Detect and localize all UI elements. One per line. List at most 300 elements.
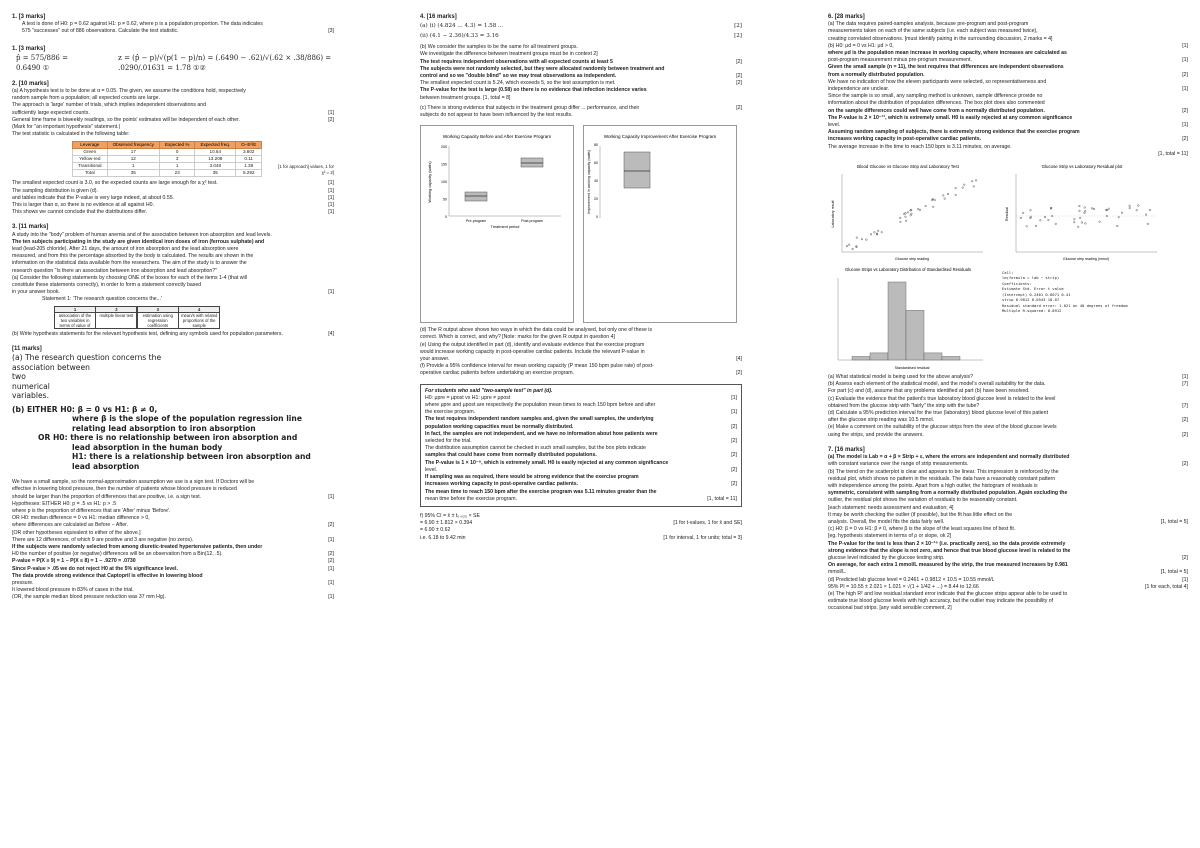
residual-point bbox=[1084, 212, 1086, 214]
line-text: Estimate Std. Error t value bbox=[1002, 286, 1064, 292]
residual-point bbox=[1145, 214, 1147, 216]
residual-point bbox=[1081, 222, 1083, 224]
line-text: correct. Which is correct, and why? [Note: marks for the given R output in question 4] bbox=[420, 334, 615, 341]
q3-line: The test statistic is calculated in the following table: bbox=[12, 131, 130, 138]
q3-line-text: sufficiently large expected counts. bbox=[12, 109, 90, 116]
col2-b-line bbox=[420, 73, 742, 80]
line-text: mmol/L. bbox=[828, 569, 847, 576]
answer-line bbox=[425, 474, 737, 481]
table-header: Expected freq. bbox=[195, 142, 236, 149]
col2-a2 bbox=[420, 31, 742, 41]
q7-line bbox=[828, 519, 1188, 526]
q5-line: where β is the slope of the population regression line bbox=[72, 414, 302, 424]
line-text: Hypotheses: EITHER H0: p = .5 vs H1: p > .5 bbox=[12, 500, 117, 507]
q3-line: (a) A hypothesis test is to be done at α = 0.05. The given, we assume the conditions hold, respectively bbox=[12, 88, 246, 95]
q4-line: (a) Consider the following statements by choosing ONE of the boxes for each of the items 1-4 (that will bbox=[12, 274, 247, 281]
answer-line bbox=[425, 409, 737, 416]
q3-tail bbox=[12, 209, 334, 216]
q3-mark: [1] bbox=[328, 194, 334, 201]
scatter-point bbox=[856, 237, 858, 239]
option-box-text: multiple linear test bbox=[99, 312, 134, 318]
line-text: It lowered blood pressure in 83% of cases in the trial. bbox=[12, 587, 134, 594]
answer-line bbox=[425, 452, 737, 459]
histogram-bar bbox=[888, 282, 906, 360]
mark: [1] bbox=[1182, 57, 1188, 64]
q6-line bbox=[12, 537, 334, 544]
line-text: level. bbox=[425, 466, 438, 473]
line-text: (d) Predicted lab glucose level = 0.2461 + 0.9812 × 10.5 = 10.55 mmol/L bbox=[828, 576, 995, 583]
q3-tail bbox=[12, 180, 334, 187]
mark: [2] bbox=[736, 73, 742, 80]
q7-line bbox=[828, 526, 1188, 533]
scatter-point bbox=[919, 209, 921, 211]
line-text: If sampling was as required, there would be strong evidence that the exercise program bbox=[425, 474, 639, 481]
residual-point bbox=[1084, 207, 1086, 209]
q3-mark: [2] bbox=[328, 116, 334, 123]
line-text: increases working capacity in post-operative cardiac patients. bbox=[828, 136, 982, 143]
y-tick-label: 80 bbox=[594, 143, 599, 148]
line-text: P-value = P(X ≥ 9) = 1 − P(X ≤ 8) = 1 − .9270 = .0730 bbox=[12, 558, 136, 565]
q5-line: (a) The research question concerns the bbox=[12, 353, 162, 363]
line-text: glucose level indicated by the glucose testing strip. bbox=[828, 554, 945, 561]
answer-line bbox=[425, 460, 737, 467]
mark: [2] bbox=[736, 58, 742, 65]
q6-answer-line bbox=[828, 86, 1188, 93]
scatter-point bbox=[852, 248, 854, 250]
q5-line: H1: there is a relationship between iron absorption and bbox=[72, 452, 311, 462]
ci-line bbox=[420, 527, 742, 534]
q6-question-line bbox=[828, 424, 1188, 431]
scatter-point bbox=[947, 193, 949, 195]
residual-point bbox=[1073, 221, 1075, 223]
mark: [1] bbox=[1182, 42, 1188, 49]
chart-title: Glucose Strip vs Laboratory Residual plot bbox=[1041, 164, 1123, 170]
table-cell: Transitional bbox=[73, 163, 108, 170]
line-text: (OR, the sample median blood pressure reduction was 37 mm Hg). bbox=[12, 594, 166, 601]
q6-answer-line bbox=[828, 122, 1188, 129]
q2-working bbox=[16, 53, 334, 73]
table-cell: 3 bbox=[159, 156, 195, 163]
q4-boxes-lead: Statement 1: 'The research question concerns the...' bbox=[42, 296, 162, 303]
q6-line bbox=[12, 587, 334, 594]
line-text: (e) Make a comment on the suitability of the glucose strips from the view of the blood glucose levels bbox=[828, 424, 1057, 431]
q6-answer-line bbox=[828, 136, 1188, 143]
x-axis-label: Glucose strip reading (mmol) bbox=[1062, 257, 1110, 262]
mark: [2] bbox=[328, 551, 334, 558]
residual-point bbox=[1129, 205, 1131, 207]
mark: [1, total = 11] bbox=[707, 495, 737, 502]
residual-point bbox=[1030, 210, 1032, 212]
q2-phat: p̂ = 575/886 = 0.6490 ① bbox=[16, 53, 68, 72]
line-text: = 6.90 ± 1.812 × 0.394 bbox=[420, 520, 473, 527]
q3-tail-text: The smallest expected count is 3.0, so the expected counts are large enough for a χ² test. bbox=[12, 180, 218, 187]
mark: [2] bbox=[1182, 107, 1188, 114]
scatter-point bbox=[874, 232, 876, 234]
table-row bbox=[73, 170, 262, 177]
y-tick-label: 200 bbox=[441, 145, 447, 150]
residual-point bbox=[1079, 217, 1081, 219]
q7-line bbox=[828, 469, 1188, 476]
q4-part-b-text: (b) Write hypothesis statements for the relevant hypothesis test, defining any symbols used for population parameters. bbox=[12, 330, 283, 337]
line-text: (c) Evaluate the evidence that the patient's true laboratory blood glucose level is related to the level bbox=[828, 395, 1056, 402]
table-header: Leverage bbox=[73, 142, 108, 149]
y-axis-label: Residual bbox=[1005, 207, 1009, 222]
line-text: The smallest expected count is 5.24, which exceeds 5, so the test assumption is met. bbox=[420, 80, 616, 87]
col2-d-line bbox=[420, 327, 742, 334]
residual-point bbox=[1079, 205, 1081, 207]
col2-c-text: (c) There is strong evidence that subjects in the treatment group differ ... performance, and their bbox=[420, 104, 640, 111]
q4-line: measured, and from this the percentage absorbed by the body is calculated. The results are shown in the bbox=[12, 253, 254, 260]
line-text: Call: bbox=[1002, 270, 1014, 276]
q6-answer-line bbox=[828, 151, 1188, 158]
line-text: (a) What statistical model is being used for the above analysis? bbox=[828, 374, 974, 381]
table-cell: Green bbox=[73, 149, 108, 156]
mark: [1] bbox=[731, 409, 737, 416]
residual-point bbox=[1136, 209, 1138, 211]
residual-point bbox=[1085, 223, 1087, 225]
line-text: Multiple R-squared: 0.8912 bbox=[1002, 307, 1062, 313]
residual-point bbox=[1048, 219, 1050, 221]
option-box-number: 4 bbox=[179, 307, 219, 313]
q3-line: The approach is 'large' number of trials, which implies independent observations and bbox=[12, 102, 207, 109]
residual-point bbox=[1026, 226, 1028, 228]
residual-point bbox=[1084, 210, 1086, 212]
q4-line: research question "Is there an association between iron absorption and lead absorption?" bbox=[12, 267, 217, 274]
q3-mark: [1] bbox=[328, 180, 334, 187]
scatter-row bbox=[828, 160, 1188, 264]
y-tick-label: 0 bbox=[445, 215, 447, 220]
line-text: The test requires independent observations with all expected counts at least 5 bbox=[420, 58, 613, 65]
q3-tail bbox=[12, 188, 334, 195]
residual-point bbox=[1108, 208, 1110, 210]
line-text: We investigate the difference between treatment groups must be in context 2] bbox=[420, 51, 598, 58]
ci-line bbox=[420, 520, 742, 527]
mark: [2] bbox=[1182, 554, 1188, 561]
col2-d-line bbox=[420, 356, 742, 363]
line-text: after the glucose strip reading was 10.5 mmol. bbox=[828, 417, 935, 424]
mark: [1] bbox=[1182, 576, 1188, 583]
line-text: outlier, the residual plot shows the variation of residuals to be reasonably constant. bbox=[828, 497, 1018, 504]
line-text: (d) Calculate a 95% prediction interval for the true (laboratory) blood glucose level of this patient bbox=[828, 410, 1049, 417]
line-text: (a) The data requires paired-samples analysis, because pre-program and post-program bbox=[828, 21, 1029, 28]
y-axis-label: Laboratory result bbox=[831, 200, 835, 228]
q7-heading: 7. [16 marks] bbox=[828, 446, 865, 453]
line-text: pressure. bbox=[12, 579, 34, 586]
y-axis-label: Working capacity (watts) bbox=[428, 161, 432, 203]
line-text: The data provide strong evidence that Captopril is effective in lowering blood bbox=[12, 572, 203, 579]
q5-line: two bbox=[12, 372, 26, 382]
line-text: the exercise program. bbox=[425, 409, 476, 416]
q6-line bbox=[12, 566, 334, 573]
q6-lines bbox=[828, 21, 1188, 158]
line-text: 95% PI = 10.55 ± 2.021 × 1.021 × √(1 + 1/42 + ...) = 8.44 to 12.66 bbox=[828, 583, 979, 590]
scatter-point bbox=[971, 181, 973, 183]
q7-line bbox=[828, 505, 1188, 512]
q3-line-text: General time frame is biweekly readings, so the points' estimates will be independent of each other. bbox=[12, 116, 240, 123]
scatter-point bbox=[955, 194, 957, 196]
q1-heading: 1. [3 marks] bbox=[12, 14, 46, 20]
q7-answer bbox=[828, 454, 1188, 612]
q6-line bbox=[12, 594, 334, 601]
residual-point bbox=[1055, 223, 1057, 225]
q5-line: relating lead absorption to iron absorption bbox=[72, 423, 256, 433]
y-axis-label: Improvement in working capacity (watts) bbox=[587, 150, 592, 215]
q5-line: association between bbox=[12, 362, 90, 372]
line-text: The subjects were not randomly selected, but they were allocated randomly between treatment and bbox=[420, 65, 665, 72]
line-text: We have a small sample, so the normal-approximation assumption we use is a sign test. If Doctors will be bbox=[12, 479, 255, 486]
residual-histogram bbox=[828, 264, 988, 372]
q7-line bbox=[828, 454, 1188, 461]
q6-line bbox=[12, 508, 334, 515]
residual-point bbox=[1044, 216, 1046, 218]
residual-point bbox=[1099, 221, 1101, 223]
line-text: (c) H0: β = 0 vs H1: β ≠ 0, where β is the slope of the least squares line of best fit. bbox=[828, 526, 1016, 533]
table-header: O−E²/E bbox=[236, 142, 262, 149]
mark: [1] bbox=[328, 594, 334, 601]
q6-line bbox=[12, 515, 334, 522]
col2-d-line bbox=[420, 349, 742, 356]
line-text: We have no indication of how the eleven participants were selected, so representativeness and bbox=[828, 78, 1047, 85]
q7-line bbox=[828, 577, 1188, 584]
y-tick-label: 20 bbox=[594, 197, 599, 202]
answer-line bbox=[425, 416, 737, 423]
scatter-point bbox=[861, 238, 863, 240]
table-cell: 1.38 bbox=[236, 163, 262, 170]
table-row bbox=[73, 163, 262, 170]
residual-point bbox=[1138, 205, 1140, 207]
option-box-text: association of the two variables in terms of value of bbox=[58, 312, 92, 328]
q3-table-wrap bbox=[12, 141, 334, 177]
mark: [1 for interval, 1 for units; total = 3] bbox=[663, 534, 742, 541]
mark: [2] bbox=[1182, 71, 1188, 78]
histogram-bars bbox=[852, 282, 960, 360]
line-text: measurements taken on each of the same subjects (i.e. each subject was measured twice), bbox=[828, 28, 1038, 35]
q4-part-b bbox=[12, 331, 334, 338]
q7-line bbox=[828, 591, 1188, 598]
q6-answer-line bbox=[828, 144, 1188, 151]
q4-line-text: in your answer book. bbox=[12, 289, 60, 296]
table-cell: 1 bbox=[159, 163, 195, 170]
col2-part-b bbox=[420, 44, 742, 102]
q6-answer-line bbox=[828, 72, 1188, 79]
scatter-points bbox=[846, 180, 977, 250]
line-text: The average increase in the time to reach 150 bpm is 3.11 minutes, on average. bbox=[828, 143, 1012, 150]
line-text: selected for the trial. bbox=[425, 438, 472, 445]
line-text: [eg. hypothesis statement in terms of ρ or slope, ok 2] bbox=[828, 533, 952, 540]
column-3 bbox=[828, 8, 1188, 613]
scatter-point bbox=[870, 234, 872, 236]
residual-point bbox=[1093, 208, 1095, 210]
answer-line bbox=[425, 431, 737, 438]
mark: [1] bbox=[328, 565, 334, 572]
scatter-point bbox=[917, 208, 919, 210]
q6-question-line bbox=[828, 374, 1188, 381]
q6-line bbox=[12, 573, 334, 580]
scatter-point bbox=[848, 244, 850, 246]
line-text: population working capacities must be normally distributed. bbox=[425, 423, 574, 430]
line-text: The P-value for the test is large (0.58) so there is no evidence that infection incidence varies bbox=[420, 87, 647, 94]
q3-tail-text: and tables indicate that the P-value is very large indeed, at about 0.55. bbox=[12, 194, 175, 201]
option-box bbox=[95, 306, 137, 329]
q6-heading: 6. [28 marks] bbox=[828, 14, 865, 20]
line-text: residual plot, which shows no pattern in the residuals. The data have a reasonably constant pattern bbox=[828, 475, 1056, 482]
scatter-plot-1 bbox=[828, 160, 988, 264]
table-cell: 3.048 bbox=[195, 163, 236, 170]
scatter-point bbox=[964, 184, 966, 186]
mark: [2] bbox=[731, 438, 737, 445]
regression-line bbox=[1002, 308, 1182, 313]
q4-mark: [1] bbox=[328, 289, 334, 296]
table-cell: 5.292 bbox=[236, 170, 262, 177]
q6-answer bbox=[12, 479, 334, 601]
line-text: should be larger than the proportion of differences that are positive, i.e. a sign test. bbox=[12, 493, 202, 500]
mark: [1] bbox=[1182, 86, 1188, 93]
box-improvement bbox=[624, 152, 650, 188]
box-post bbox=[521, 158, 543, 167]
table-cell: Total bbox=[73, 170, 108, 177]
line-text: with constant variance over the range of strip measurements. bbox=[828, 461, 969, 468]
table-cell: 3.802 bbox=[236, 149, 262, 156]
col2-b-line bbox=[420, 59, 742, 66]
line-text: The test requires independent random samples and, given the small samples, the underlying bbox=[425, 416, 654, 423]
q5-line: numerical bbox=[12, 381, 50, 391]
line-text: with independence among the points. Apart from a high outlier, the histogram of residuals is bbox=[828, 482, 1038, 489]
scatter-point bbox=[900, 221, 902, 223]
q7-line bbox=[828, 569, 1188, 576]
q5-part-a bbox=[12, 353, 334, 401]
histogram-bar bbox=[852, 357, 870, 361]
q5-line: OR H0: there is no relationship between iron absorption and bbox=[38, 433, 298, 443]
q6-answer-line bbox=[828, 28, 1188, 35]
answer-line bbox=[425, 467, 737, 474]
q5-line: variables. bbox=[12, 391, 50, 401]
col2-b-line bbox=[420, 51, 742, 58]
line-text: where μpre and μpost are respectively the population mean times to reach 150 bpm before and after bbox=[425, 402, 656, 409]
mark: [2] bbox=[731, 423, 737, 430]
line-text: The P-value is 1 × 10⁻⁹, which is extremely small. H0 is easily rejected at any common significance bbox=[425, 459, 669, 466]
residual-point bbox=[1118, 216, 1120, 218]
line-text: from a normally distributed population. bbox=[828, 71, 925, 78]
q3-mark: [1] bbox=[328, 187, 334, 194]
line-text: your answer. bbox=[420, 356, 450, 363]
table-cell: 12 bbox=[107, 156, 159, 163]
x-tick-label: Post-program bbox=[521, 219, 543, 224]
q6-answer-line bbox=[828, 100, 1188, 107]
q3-tail-text: This shows we cannot conclude that the distributions differ. bbox=[12, 209, 148, 216]
scatter-plot-2 bbox=[1002, 160, 1162, 264]
col2-part-d bbox=[420, 327, 742, 377]
q5-line: lead absorption in the human body bbox=[72, 442, 223, 452]
q7-line bbox=[828, 548, 1188, 555]
x-axis-label: Glucose strip reading bbox=[895, 257, 929, 262]
residual-point bbox=[1020, 217, 1022, 219]
col2-a1-text: (a) (i) (4.824 ... 4.3) = 1.58 ... bbox=[420, 23, 504, 30]
answer-box-lines bbox=[425, 395, 737, 503]
q4-line bbox=[12, 289, 334, 296]
q5-line: lead absorption bbox=[72, 461, 140, 471]
q6-line bbox=[12, 501, 334, 508]
table-row bbox=[73, 156, 262, 163]
y-tick-label: 40 bbox=[594, 179, 599, 184]
y-tick-label: 100 bbox=[441, 180, 447, 185]
mark: [2] bbox=[1182, 431, 1188, 438]
line-text: Assuming random sampling of subjects, there is extremely strong evidence that the exercise program bbox=[828, 129, 1080, 136]
q3-line: (Mark for "an important hypothesis" statement.) bbox=[12, 124, 121, 131]
option-box-text: estimation using regression coefficients bbox=[142, 312, 173, 328]
table-cell: 10.64 bbox=[195, 149, 236, 156]
residual-point bbox=[1074, 218, 1076, 220]
residual-point bbox=[1149, 209, 1151, 211]
line-text: The P-value for the test is less than 2 × 10⁻¹⁶ (i.e. practically zero), so the data provide extremely bbox=[828, 540, 1066, 547]
mark: [2] bbox=[1182, 417, 1188, 424]
col2-a1 bbox=[420, 21, 742, 31]
line-text: would increase working capacity in post-operative cardiac patients. Include the relevant P-value in bbox=[420, 348, 645, 355]
q6-answer-line bbox=[828, 108, 1188, 115]
mark: [7] bbox=[1182, 402, 1188, 409]
answer-box-title: For students who said "two-sample test" in part (d). bbox=[425, 387, 553, 394]
q6-answer-line bbox=[828, 43, 1188, 50]
line-text: There are 12 differences, of which 9 are positive and 3 are negative (no zeros). bbox=[12, 536, 194, 543]
mark: [2] bbox=[736, 104, 742, 111]
boxplot-chart-2 bbox=[584, 126, 736, 322]
line-text: where μd is the population mean increase in working capacity, where increases are calculated as bbox=[828, 50, 1067, 57]
line-text: where differences are calculated as Before − After. bbox=[12, 522, 128, 529]
mark: [2] bbox=[328, 558, 334, 565]
q6-line bbox=[12, 479, 334, 486]
q7-line bbox=[828, 584, 1188, 591]
line-text: (Intercept) 0.2461 0.6071 0.41 bbox=[1002, 291, 1071, 297]
chart-panel-right bbox=[583, 125, 737, 323]
x-tick-label: Pre-program bbox=[465, 219, 487, 224]
column-2 bbox=[420, 8, 742, 542]
q3-mark: [1] bbox=[328, 209, 334, 216]
q7-line bbox=[828, 476, 1188, 483]
option-box-number: 1 bbox=[55, 307, 95, 313]
scatter-point bbox=[877, 230, 879, 232]
q7-line bbox=[828, 461, 1188, 468]
scatter-point bbox=[925, 205, 927, 207]
line-text: (e) Using the output identified in part (d), identify and evaluate evidence that the exercise program bbox=[420, 341, 645, 348]
col2-confidence-interval bbox=[420, 513, 742, 542]
mark: [2] bbox=[1182, 461, 1188, 468]
q7-line bbox=[828, 497, 1188, 504]
mark: [1, total = 5] bbox=[1160, 518, 1188, 525]
table-cell: 35 bbox=[107, 170, 159, 177]
q6-answer-line bbox=[828, 64, 1188, 71]
scatter-point bbox=[962, 187, 964, 189]
q4-line: The ten subjects participating in the study are given identical iron doses of iron (ferrous sulphate) and bbox=[12, 238, 265, 245]
option-box-text: mean/s with related proportions of the sample bbox=[181, 312, 218, 328]
line-text: independence are unclear. bbox=[828, 86, 890, 93]
mark: [2] bbox=[736, 370, 742, 377]
scatter-point bbox=[934, 199, 936, 201]
residual-point bbox=[1077, 226, 1079, 228]
mark: [2] bbox=[1182, 136, 1188, 143]
table-header: Expected % bbox=[159, 142, 195, 149]
line-text: (b) Assess each element of the statistical model, and the model's overall suitability for the data. bbox=[828, 381, 1046, 388]
residual-point bbox=[1022, 212, 1024, 214]
q5-line: (b) EITHER H0: β = 0 vs H1: β ≠ 0, bbox=[12, 404, 158, 414]
residual-point bbox=[1079, 210, 1081, 212]
q7-line bbox=[828, 605, 1188, 612]
scatter-point bbox=[905, 216, 907, 218]
table-cell: 23 bbox=[159, 170, 195, 177]
scatter-point bbox=[975, 180, 977, 182]
line-text: Given the small sample (n = 11), the test requires that differences are independent observations bbox=[828, 64, 1064, 71]
line-text: (b) The trend on the scatterplot is clear and appears to be linear. This impression is reinforced by the bbox=[828, 468, 1059, 475]
residual-point bbox=[1117, 225, 1119, 227]
residual-point bbox=[1040, 220, 1042, 222]
